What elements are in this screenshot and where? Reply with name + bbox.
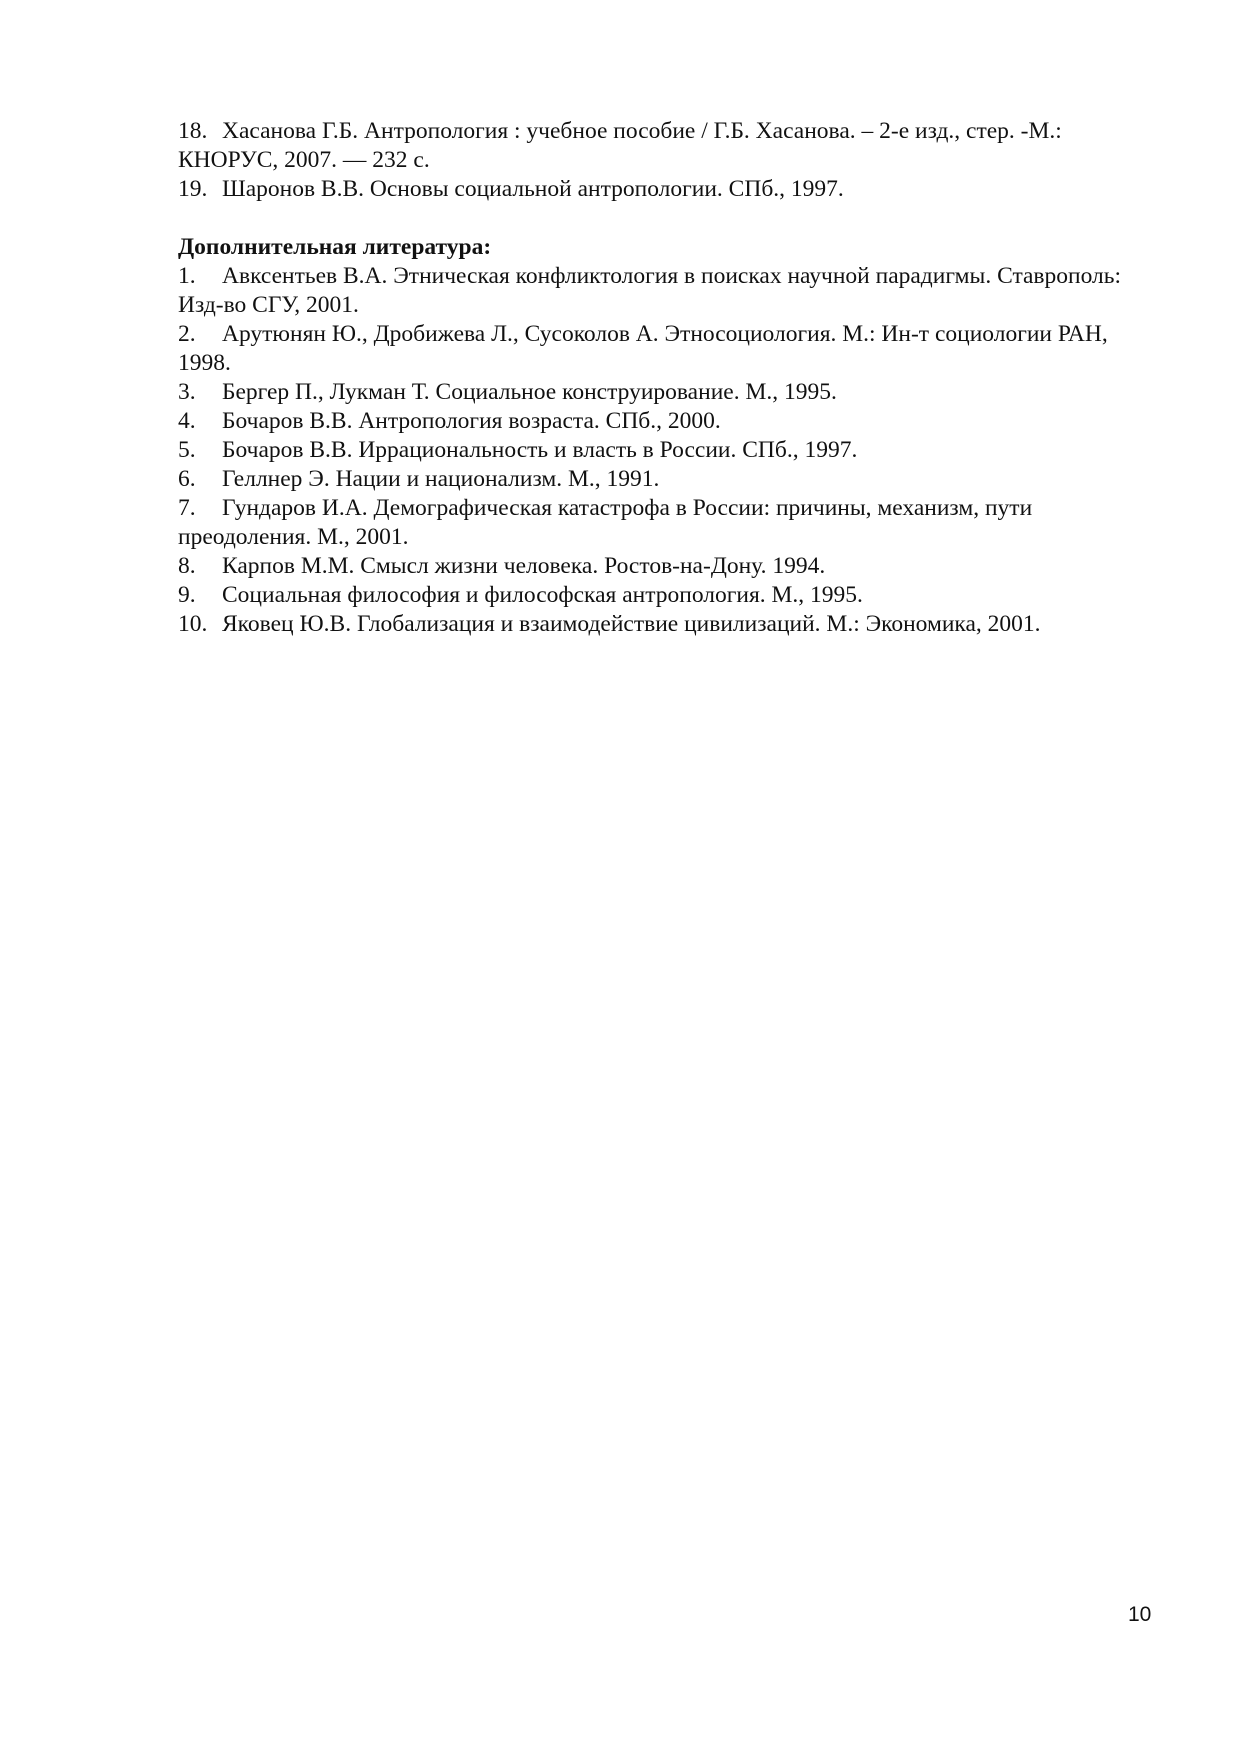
list-text: Гундаров И.А. Демографическая катастрофа в России: причины, механизм, пути преодоления. М., 2001. bbox=[178, 495, 1033, 550]
list-number: 10. bbox=[178, 611, 208, 637]
main-list-item-19 bbox=[178, 175, 1128, 204]
list-number: 8. bbox=[178, 553, 196, 579]
additional-item-6 bbox=[178, 465, 1128, 494]
additional-item-3 bbox=[178, 378, 1128, 407]
list-number: 7. bbox=[178, 495, 196, 521]
additional-item-7 bbox=[178, 494, 1128, 552]
spacer bbox=[178, 204, 1128, 233]
main-list-item-18 bbox=[178, 117, 1128, 175]
list-number: 5. bbox=[178, 437, 196, 463]
list-text: Геллнер Э. Нации и национализм. М., 1991. bbox=[222, 466, 660, 492]
list-text: Бергер П., Лукман Т. Социальное конструирование. М., 1995. bbox=[222, 379, 837, 405]
list-text: Шаронов В.В. Основы социальной антропологии. СПб., 1997. bbox=[222, 176, 844, 202]
list-number: 1. bbox=[178, 263, 196, 289]
list-text: Бочаров В.В. Антропология возраста. СПб., 2000. bbox=[222, 408, 721, 434]
list-text: Арутюнян Ю., Дробижева Л., Сусоколов А. Этносоциология. М.: Ин-т социологии РАН, 1998. bbox=[178, 321, 1108, 376]
additional-item-8 bbox=[178, 552, 1128, 581]
list-number: 3. bbox=[178, 379, 196, 405]
additional-item-10 bbox=[178, 610, 1128, 639]
list-text: Карпов М.М. Смысл жизни человека. Ростов-на-Дону. 1994. bbox=[222, 553, 826, 579]
document-body bbox=[178, 117, 1128, 639]
list-number: 9. bbox=[178, 582, 196, 608]
list-number: 2. bbox=[178, 321, 196, 347]
list-number: 4. bbox=[178, 408, 196, 434]
additional-item-2 bbox=[178, 320, 1128, 378]
list-number: 18. bbox=[178, 118, 208, 144]
additional-item-5 bbox=[178, 436, 1128, 465]
list-text: Яковец Ю.В. Глобализация и взаимодействие цивилизаций. М.: Экономика, 2001. bbox=[222, 611, 1041, 637]
list-text: Бочаров В.В. Иррациональность и власть в России. СПб., 1997. bbox=[222, 437, 858, 463]
page-number: 10 bbox=[1128, 1603, 1152, 1626]
list-number: 19. bbox=[178, 176, 208, 202]
list-text: Социальная философия и философская антропология. М., 1995. bbox=[222, 582, 863, 608]
additional-literature-heading: Дополнительная литература: bbox=[178, 234, 492, 260]
list-text: Хасанова Г.Б. Антропология : учебное пособие / Г.Б. Хасанова. – 2-е изд., стер. -М.: КНОРУС, 2007. — 232 с. bbox=[178, 118, 1062, 173]
additional-item-1 bbox=[178, 262, 1128, 320]
additional-item-9 bbox=[178, 581, 1128, 610]
additional-item-4 bbox=[178, 407, 1128, 436]
list-text: Авксентьев В.А. Этническая конфликтология в поисках научной парадигмы. Ставрополь: Изд-во СГУ, 2001. bbox=[178, 263, 1122, 318]
list-number: 6. bbox=[178, 466, 196, 492]
